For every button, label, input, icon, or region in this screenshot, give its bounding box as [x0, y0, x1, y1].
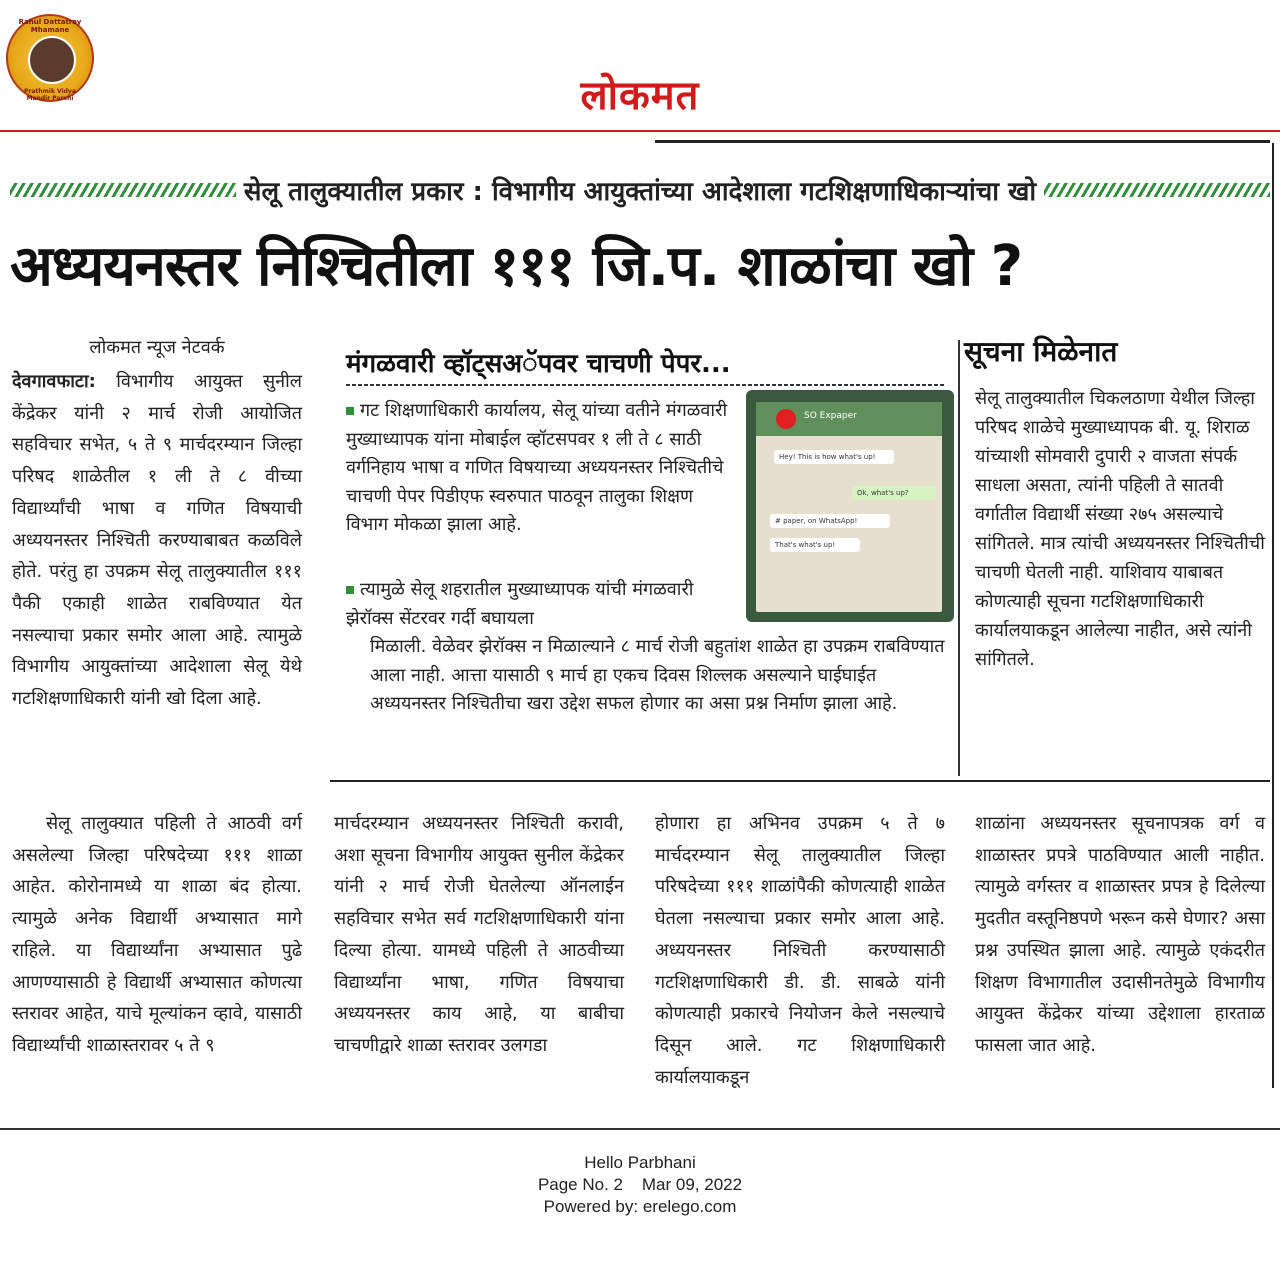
byline: लोकमत न्यूज नेटवर्क	[89, 337, 225, 358]
article-column-1-continued	[12, 808, 302, 1062]
chat-bubble: That's what's up!	[770, 538, 860, 552]
bullet-text-continued: मिळाली. वेळेवर झेरॉक्स न मिळाल्याने ८ मार्च रोजी बहुतांश शाळेत हा उपक्रम राबविण्यात आला नाही. आत्ता यासाठी ९ मार्च हा एकच दिवस शिल्लक असल्याने घाईघाईत अध्ययनस्तर निश्चितीचा खरा उद्देश सफल होणार का असा प्रश्न निर्माण झाला आहे.	[370, 636, 945, 714]
kicker	[10, 172, 1270, 208]
bullet-item	[346, 576, 736, 633]
bullet-square-icon	[346, 586, 354, 594]
footer-page-date: Page No. 2 Mar 09, 2022	[537, 1175, 743, 1194]
article-column-3: होणारा हा अभिनव उपक्रम ५ ते ७ मार्चदरम्यान सेलू तालुक्यातील जिल्हा परिषदेच्या १११ शाळांपैकी कोणत्याही शाळेत घेतला नसल्याचा प्रकार समोर आला आहे. अध्ययनस्तर निश्चिती करण्यासाठी गटशिक्षणाधिकारी डी. डी. साबळे यांनी कोणत्याही प्रकारचे नियोजन केले नसल्याचे दिसून आले. गट शिक्षणाधिकारी कार्यालयाकडून	[655, 813, 945, 1088]
kicker-hatch-right	[1044, 183, 1270, 197]
page-title: अध्ययनस्तर निश्चितीला १११ जि.प. शाळांचा खो ?	[10, 234, 1023, 299]
chat-bubble: Ok, what's up?	[852, 486, 936, 500]
bullet-text: गट शिक्षणाधिकारी कार्यालय, सेलू यांच्या वतीने मंगळवारी मुख्याध्यापक यांना मोबाईल व्हॉटसपवर १ ली ते ८ साठी वर्गनिहाय भाषा व गणित विषयाच्या अध्ययनस्तर निश्चितीचे चाचणी पेपर पिडीएफ स्वरुपात पाठवून तालुका शिक्षण विभाग मोकळा झाला आहे.	[346, 400, 728, 535]
chat-avatar-icon	[776, 409, 796, 429]
footer-divider	[0, 1128, 1280, 1130]
badge-top-text: Rahul Dattatray Mhamane	[18, 18, 82, 34]
badge-bottom-text: Prathmik Vidya Mandir Parchi	[24, 88, 76, 102]
article-column-4: शाळांना अध्ययनस्तर सूचनापत्रक वर्ग व शाळास्तर प्रपत्रे पाठविण्यात आली नाहीत. त्यामुळे वर्गस्तर व शाळास्तर प्रपत्र हे दिलेल्या मुदतीत वस्तूनिष्ठपणे भरून कसे घेणार? असा प्रश्न उपस्थित झाला आहे. त्यामुळे एकंदरीत शिक्षण विभागातील उदासीनतेमुळे विभागीय आयुक्त केंद्रेकर यांच्या उद्देशाला हारताळ फासला जात आहे.	[975, 813, 1265, 1056]
footer	[0, 1152, 1280, 1218]
top-rule	[655, 140, 1270, 143]
chat-bubble: # paper, on WhatsApp!	[770, 514, 890, 528]
kicker-text: सेलू तालुक्यातील प्रकार : विभागीय आयुक्तांच्या आदेशाला गटशिक्षणाधिकाऱ्यांचा खो	[243, 177, 1037, 207]
chat-title: SO Expaper	[804, 411, 857, 421]
masthead-divider	[0, 130, 1280, 132]
sidebar-heading: सूचना मिळेनात	[964, 335, 1118, 368]
kicker-hatch-left	[10, 183, 236, 197]
box-heading: मंगळवारी व्हॉट्सअॅपवर चाचणी पेपर...	[346, 349, 731, 379]
paragraph: विभागीय आयुक्त सुनील केंद्रेकर यांनी २ मार्च रोजी आयोजित सहविचार सभेत, ५ ते ९ मार्चदरम्यान जिल्हा परिषद शाळेतील १ ली ते ८ वीच्या विद्यार्थ्यांची भाषा व गणित विषयाची अध्ययनस्तर निश्चिती करण्याबाबत कळविले होते. परंतु हा उपक्रम सेलू तालुक्यातील १११ पैकी एकाही शाळेत राबविण्यात येत नसल्याचा प्रकार समोर आला आहे. त्यामुळे विभागीय आयुक्तांच्या आदेशाला सेलू येथे गटशिक्षणाधिकारी यांनी खो दिला आहे.	[12, 371, 302, 710]
masthead-logo: लोकमत	[580, 73, 700, 119]
article-column-2: मार्चदरम्यान अध्ययनस्तर निश्चिती करावी, अशा सूचना विभागीय आयुक्त सुनील केंद्रेकर यांनी २ मार्च रोजी घेतलेल्या ऑनलाईन सहविचार सभेत सर्व गटशिक्षणाधिकारी यांना दिल्या होत्या. यामध्ये पहिली ते आठवीच्या विद्यार्थ्यांना भाषा, गणित विषयाचा अध्ययनस्तर काय आहे, या बाबीचा चाचणीद्वारे शाळा स्तरावर उलगडा	[334, 813, 624, 1056]
paragraph: सेलू तालुक्यात पहिली ते आठवी वर्ग असलेल्या जिल्हा परिषदेच्या १११ शाळा आहेत. कोरोनामध्ये या शाळा बंद होत्या. त्यामुळे अनेक विद्यार्थी अभ्यासात मागे राहिले. या विद्यार्थ्यांना अभ्यासात पुढे आणण्यासाठी हे विद्यार्थी अभ्यासात कोणत्या स्तरावर आहेत, याचे मूल्यांकन व्हावे, यासाठी विद्यार्थ्यांची शाळास्तरावर ५ ते ९	[12, 813, 302, 1056]
sidebar-text: सेलू तालुक्यातील चिकलठाणा येथील जिल्हा परिषद शाळेचे मुख्याध्यापक बी. यू. शिराळ यांच्याशी सोमवारी दुपारी २ वाजता संपर्क साधला असता, त्यांनी पहिली ते सातवी वर्गातील विद्यार्थी संख्या २७५ असल्याचे सांगितले. मात्र त्यांची अध्ययनस्तर निश्चितीची चाचणी घेतली नाही. याशिवाय याबाबत कोणत्याही सूचना गटशिक्षणाधिकारी कार्यालयाकडून आलेल्या नाहीत, असे त्यांनी सांगितले.	[975, 388, 1265, 670]
bullet-item	[346, 397, 736, 540]
section-divider	[330, 780, 1270, 782]
box-divider	[346, 384, 944, 386]
bullet-text: त्यामुळे सेलू शहरातील मुख्याध्यापक यांची मंगळवारी झेरॉक्स सेंटरवर गर्दी बघायला	[346, 579, 694, 629]
dateline: देवगावफाटा:	[12, 371, 96, 392]
right-column-rule	[1272, 143, 1274, 1088]
bullet-square-icon	[346, 407, 354, 415]
chat-header	[756, 402, 942, 436]
whatsapp-phone-image	[746, 390, 954, 622]
chat-bubble: Hey! This is how what's up!	[774, 450, 894, 464]
article-column-1	[12, 366, 302, 715]
footer-publication: Hello Parbhani	[584, 1153, 696, 1172]
footer-powered-by: Powered by: erelego.com	[543, 1197, 737, 1216]
sidebar-divider	[958, 340, 960, 776]
phone-screen	[756, 402, 942, 612]
